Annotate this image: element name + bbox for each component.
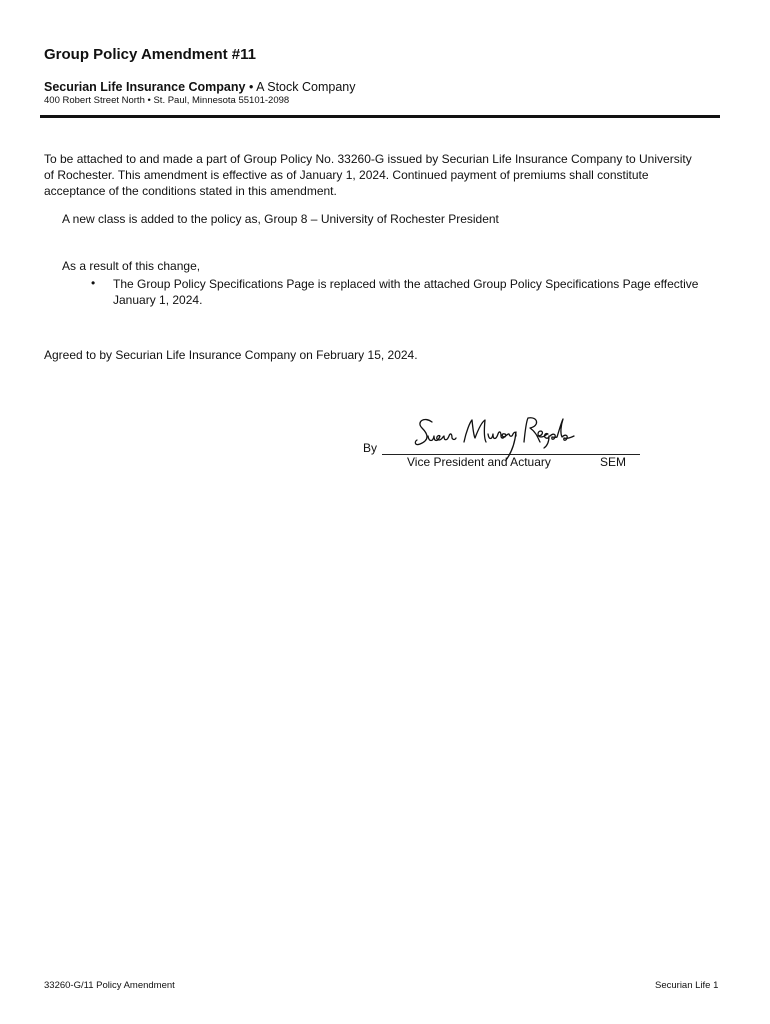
signer-initials: SEM <box>600 455 627 469</box>
bullet-icon: • <box>91 276 96 290</box>
intro-paragraph: To be attached to and made a part of Group Policy No. 33260-G issued by Securian Life Insurance Company to University of Rochester. This amendment is effective as of January 1, 2024. Continued payment of premiums shall constitute acceptance of the conditions stated in this amendment. <box>44 152 692 198</box>
result-intro: As a result of this change, <box>62 259 201 273</box>
company-line <box>44 80 355 94</box>
agreement-statement: Agreed to by Securian Life Insurance Company on February 15, 2024. <box>44 348 418 362</box>
company-separator: • <box>248 80 254 94</box>
new-class-statement: A new class is added to the policy as, Group 8 – University of Rochester President <box>62 212 499 226</box>
signer-title: Vice President and Actuary <box>407 455 551 469</box>
footer-form-number: 33260-G/11 Policy Amendment <box>44 980 175 991</box>
company-type: A Stock Company <box>256 80 356 94</box>
bullet-item: The Group Policy Specifications Page is replaced with the attached Group Policy Specifications Page effective January 1, 2024. <box>113 277 699 307</box>
by-label: By <box>363 441 378 455</box>
footer-page-label: Securian Life 1 <box>655 980 719 991</box>
document-title: Group Policy Amendment #11 <box>44 46 256 63</box>
header-divider <box>40 115 720 118</box>
company-name: Securian Life Insurance Company <box>44 80 246 94</box>
company-address: 400 Robert Street North • St. Paul, Minnesota 55101-2098 <box>44 95 290 106</box>
